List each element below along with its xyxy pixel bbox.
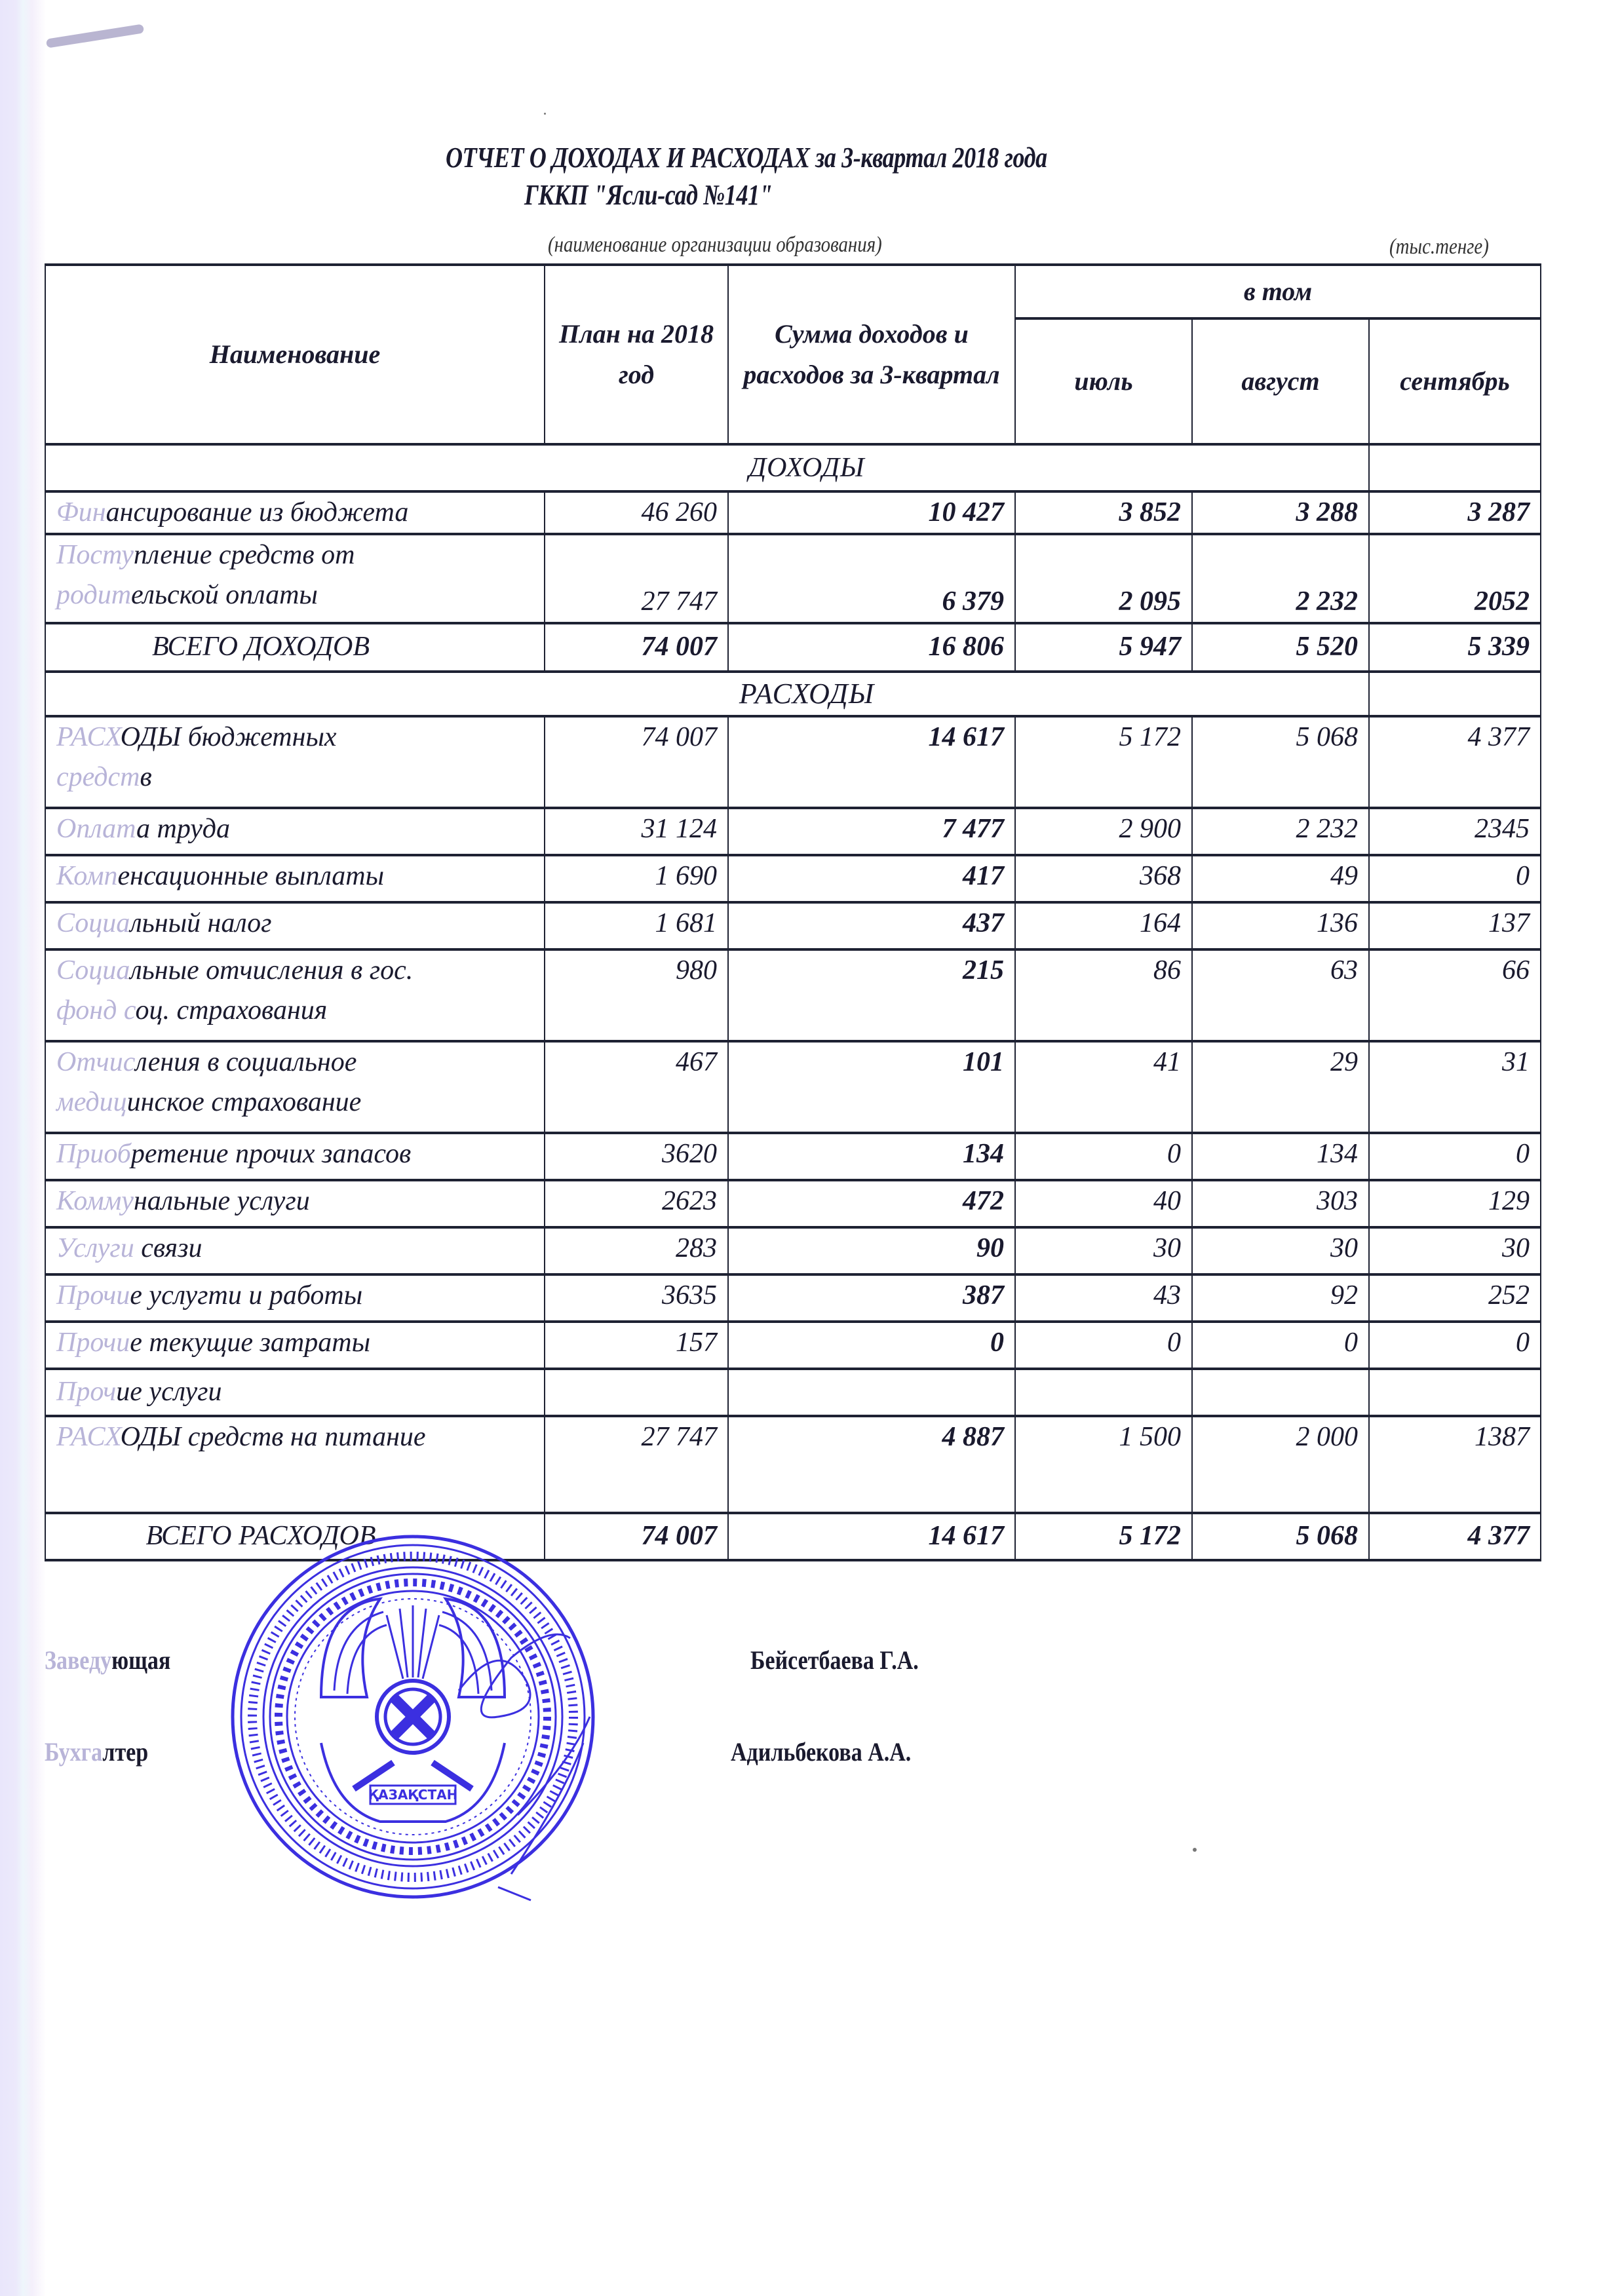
empty-cell <box>1369 444 1541 491</box>
faded-text: Социа <box>56 908 130 938</box>
cell-plan: 46 260 <box>545 491 728 534</box>
row-name-text: е услугти и работы <box>130 1280 363 1311</box>
cell-september: 0 <box>1369 855 1541 902</box>
faded-text: РАСХ <box>56 1421 121 1452</box>
cell-plan: 980 <box>545 949 728 1041</box>
cell-august: 92 <box>1192 1274 1369 1322</box>
table-row <box>45 491 1541 534</box>
table-row <box>45 808 1541 855</box>
row-name <box>45 1274 545 1322</box>
empty-cell <box>1369 672 1541 716</box>
cell-august: 5 520 <box>1192 623 1369 672</box>
row-name <box>45 716 545 808</box>
cell-september: 30 <box>1369 1227 1541 1274</box>
table-row <box>45 1274 1541 1322</box>
cell-august: 30 <box>1192 1227 1369 1274</box>
row-name-text: в <box>140 761 152 792</box>
row-name <box>45 1227 545 1274</box>
cell-plan: 3620 <box>545 1133 728 1180</box>
cell-september: 66 <box>1369 949 1541 1041</box>
header-quarter-sum: Сумма доходов и расходов за 3-квартал <box>728 265 1015 444</box>
scan-speck <box>544 113 546 115</box>
cell-plan: 27 747 <box>545 534 728 623</box>
income-total-row <box>45 623 1541 672</box>
cell-september: 5 339 <box>1369 623 1541 672</box>
cell-plan: 1 690 <box>545 855 728 902</box>
row-name <box>45 1041 545 1133</box>
expense-section-row <box>45 672 1541 716</box>
row-name-text: ретение прочих запасов <box>130 1138 412 1169</box>
head-title <box>45 1645 170 1675</box>
scan-speck <box>1193 1848 1197 1852</box>
faded-text: Социа <box>56 955 130 985</box>
cell-august: 136 <box>1192 902 1369 949</box>
cell-august: 3 288 <box>1192 491 1369 534</box>
row-name-text: ие услуги <box>116 1377 222 1407</box>
head-name: Бейсетбаева Г.А. <box>750 1645 919 1675</box>
cell-quarter: 472 <box>728 1180 1015 1227</box>
faded-text: Оплат <box>56 813 137 844</box>
row-name-text: льный налог <box>130 908 272 938</box>
signature-scribble <box>419 1599 668 1913</box>
cell-quarter: 417 <box>728 855 1015 902</box>
cell-august: 29 <box>1192 1041 1369 1133</box>
cell-quarter: 10 427 <box>728 491 1015 534</box>
accountant-title-text: лтер <box>102 1737 149 1767</box>
organization-name: ГККП "Ясли-сад №141" <box>524 179 773 211</box>
cell-july: 164 <box>1015 902 1192 949</box>
row-name-text: ления в социальное <box>135 1046 357 1077</box>
row-name <box>45 1180 545 1227</box>
faded-text: Посту <box>56 539 134 570</box>
table-row <box>45 534 1541 623</box>
faded-text: Фин <box>56 497 106 527</box>
cell-august: 2 000 <box>1192 1416 1369 1513</box>
cell-plan: 3635 <box>545 1274 728 1322</box>
cell-september: 3 287 <box>1369 491 1541 534</box>
cell-plan: 74 007 <box>545 716 728 808</box>
row-name <box>45 491 545 534</box>
row-name-text: нальные услуги <box>133 1185 310 1216</box>
header-month-september: сентябрь <box>1369 318 1541 444</box>
cell-plan: 27 747 <box>545 1416 728 1513</box>
cell-plan: 74 007 <box>545 1513 728 1560</box>
scan-edge-shadow <box>0 0 46 2296</box>
faded-text: Услуги <box>56 1233 134 1263</box>
other-services-row <box>45 1369 1541 1416</box>
food-expense-row <box>45 1416 1541 1513</box>
cell-plan: 157 <box>545 1322 728 1369</box>
row-name-text: пление средств от <box>133 539 355 570</box>
accountant-title <box>45 1736 148 1767</box>
cell-september: 4 377 <box>1369 1513 1541 1560</box>
empty-cell <box>1369 1369 1541 1416</box>
header-plan: План на 2018 год <box>545 265 728 444</box>
cell-august: 63 <box>1192 949 1369 1041</box>
cell-july: 3 852 <box>1015 491 1192 534</box>
signature-stroke <box>459 1634 590 1900</box>
cell-plan: 2623 <box>545 1180 728 1227</box>
table-row <box>45 716 1541 808</box>
faded-text: Прочи <box>56 1327 130 1358</box>
row-name-text: связи <box>134 1233 202 1263</box>
cell-september: 4 377 <box>1369 716 1541 808</box>
cell-quarter: 0 <box>728 1322 1015 1369</box>
income-section-row <box>45 444 1541 491</box>
row-name-text: ОДЫ бюджетных <box>120 721 337 752</box>
cell-quarter: 101 <box>728 1041 1015 1133</box>
header-including: в том <box>1015 265 1541 318</box>
cell-july: 1 500 <box>1015 1416 1192 1513</box>
cell-plan: 283 <box>545 1227 728 1274</box>
income-section-label: ДОХОДЫ <box>45 444 1369 491</box>
cell-september: 129 <box>1369 1180 1541 1227</box>
row-name-text: а труда <box>136 813 231 844</box>
faded-text: Комп <box>56 860 118 891</box>
cell-september: 2052 <box>1369 534 1541 623</box>
empty-cell <box>1192 1369 1369 1416</box>
faded-text: Заведу <box>45 1645 112 1675</box>
cell-september: 0 <box>1369 1322 1541 1369</box>
cell-july: 86 <box>1015 949 1192 1041</box>
faded-text: Отчис <box>56 1046 136 1077</box>
row-name <box>45 1133 545 1180</box>
header-month-july: июль <box>1015 318 1192 444</box>
table-row <box>45 1227 1541 1274</box>
cell-august: 2 232 <box>1192 534 1369 623</box>
faded-text: средст <box>56 761 140 792</box>
cell-quarter: 134 <box>728 1133 1015 1180</box>
cell-august: 49 <box>1192 855 1369 902</box>
table-row <box>45 1041 1541 1133</box>
cell-july: 5 947 <box>1015 623 1192 672</box>
cell-july: 43 <box>1015 1274 1192 1322</box>
row-name-text: ельской оплаты <box>131 579 318 610</box>
cell-september: 137 <box>1369 902 1541 949</box>
cell-august: 303 <box>1192 1180 1369 1227</box>
cell-quarter: 14 617 <box>728 1513 1015 1560</box>
faded-text: медиц <box>56 1086 127 1117</box>
cell-plan: 1 681 <box>545 902 728 949</box>
cell-july: 2 095 <box>1015 534 1192 623</box>
cell-september: 31 <box>1369 1041 1541 1133</box>
header-name: Наименование <box>45 265 545 444</box>
expense-total-label: ВСЕГО РАСХОДОВ <box>45 1513 545 1560</box>
cell-july: 0 <box>1015 1133 1192 1180</box>
row-name-text: инское страхование <box>126 1086 362 1117</box>
empty-cell <box>1015 1369 1192 1416</box>
organization-caption: (наименование организации образования) <box>548 233 882 257</box>
row-name-text: ОДЫ средств на питание <box>120 1421 426 1452</box>
accountant-name: Адильбекова А.А. <box>731 1737 912 1767</box>
cell-quarter: 6 379 <box>728 534 1015 623</box>
report-title: ОТЧЕТ О ДОХОДАХ И РАСХОДАХ за 3-квартал 2018 года <box>446 142 1047 174</box>
cell-quarter: 387 <box>728 1274 1015 1322</box>
row-name-text: льные отчисления в гос. <box>130 955 414 985</box>
cell-august: 0 <box>1192 1322 1369 1369</box>
cell-quarter: 437 <box>728 902 1015 949</box>
cell-july: 5 172 <box>1015 716 1192 808</box>
stamp-center-text: ҚАЗАҚСТАН <box>368 1787 458 1803</box>
header-month-august: август <box>1192 318 1369 444</box>
cell-august: 2 232 <box>1192 808 1369 855</box>
cell-july: 368 <box>1015 855 1192 902</box>
unit-caption: (тыс.тенге) <box>1389 235 1489 259</box>
table-row <box>45 1133 1541 1180</box>
row-name-text: оц. страхования <box>135 995 328 1025</box>
cell-september: 0 <box>1369 1133 1541 1180</box>
row-name-text: е текущие затраты <box>130 1327 371 1358</box>
cell-plan: 31 124 <box>545 808 728 855</box>
row-name <box>45 534 545 623</box>
pen-mark <box>46 24 144 48</box>
cell-quarter: 7 477 <box>728 808 1015 855</box>
cell-july: 2 900 <box>1015 808 1192 855</box>
faded-text: РАСХ <box>56 721 121 752</box>
table-row <box>45 902 1541 949</box>
cell-july: 40 <box>1015 1180 1192 1227</box>
expense-rows <box>45 716 1541 1369</box>
cell-august: 5 068 <box>1192 716 1369 808</box>
expense-section-label: РАСХОДЫ <box>45 672 1369 716</box>
faded-text: Комму <box>56 1185 134 1216</box>
cell-plan: 74 007 <box>545 623 728 672</box>
faded-text: Приоб <box>56 1138 131 1169</box>
head-title-text: ющая <box>111 1645 171 1675</box>
header-row <box>45 265 1541 318</box>
cell-quarter: 16 806 <box>728 623 1015 672</box>
cell-quarter: 4 887 <box>728 1416 1015 1513</box>
income-total-label: ВСЕГО ДОХОДОВ <box>45 623 545 672</box>
row-name <box>45 949 545 1041</box>
table-row <box>45 949 1541 1041</box>
faded-text: родит <box>56 579 132 610</box>
row-name <box>45 1322 545 1369</box>
cell-september: 1387 <box>1369 1416 1541 1513</box>
row-name-text: енсационные выплаты <box>117 860 385 891</box>
cell-quarter: 215 <box>728 949 1015 1041</box>
cell-july: 30 <box>1015 1227 1192 1274</box>
faded-text: Бухга <box>45 1737 103 1767</box>
row-name-text: ансирование из бюджета <box>106 497 409 527</box>
row-name <box>45 808 545 855</box>
table-row <box>45 1322 1541 1369</box>
table-row <box>45 855 1541 902</box>
cell-september: 252 <box>1369 1274 1541 1322</box>
cell-august: 5 068 <box>1192 1513 1369 1560</box>
empty-cell <box>545 1369 728 1416</box>
cell-september: 2345 <box>1369 808 1541 855</box>
faded-text: Прочи <box>56 1280 130 1311</box>
row-name <box>45 902 545 949</box>
faded-text: фонд с <box>56 995 136 1025</box>
cell-plan: 467 <box>545 1041 728 1133</box>
cell-july: 0 <box>1015 1322 1192 1369</box>
row-name <box>45 1369 545 1416</box>
faded-text: Проч <box>56 1377 117 1407</box>
cell-july: 5 172 <box>1015 1513 1192 1560</box>
table-row <box>45 1180 1541 1227</box>
cell-quarter: 90 <box>728 1227 1015 1274</box>
cell-august: 134 <box>1192 1133 1369 1180</box>
row-name <box>45 1416 545 1513</box>
empty-cell <box>728 1369 1015 1416</box>
cell-july: 41 <box>1015 1041 1192 1133</box>
cell-quarter: 14 617 <box>728 716 1015 808</box>
report-table <box>45 263 1541 1561</box>
row-name <box>45 855 545 902</box>
